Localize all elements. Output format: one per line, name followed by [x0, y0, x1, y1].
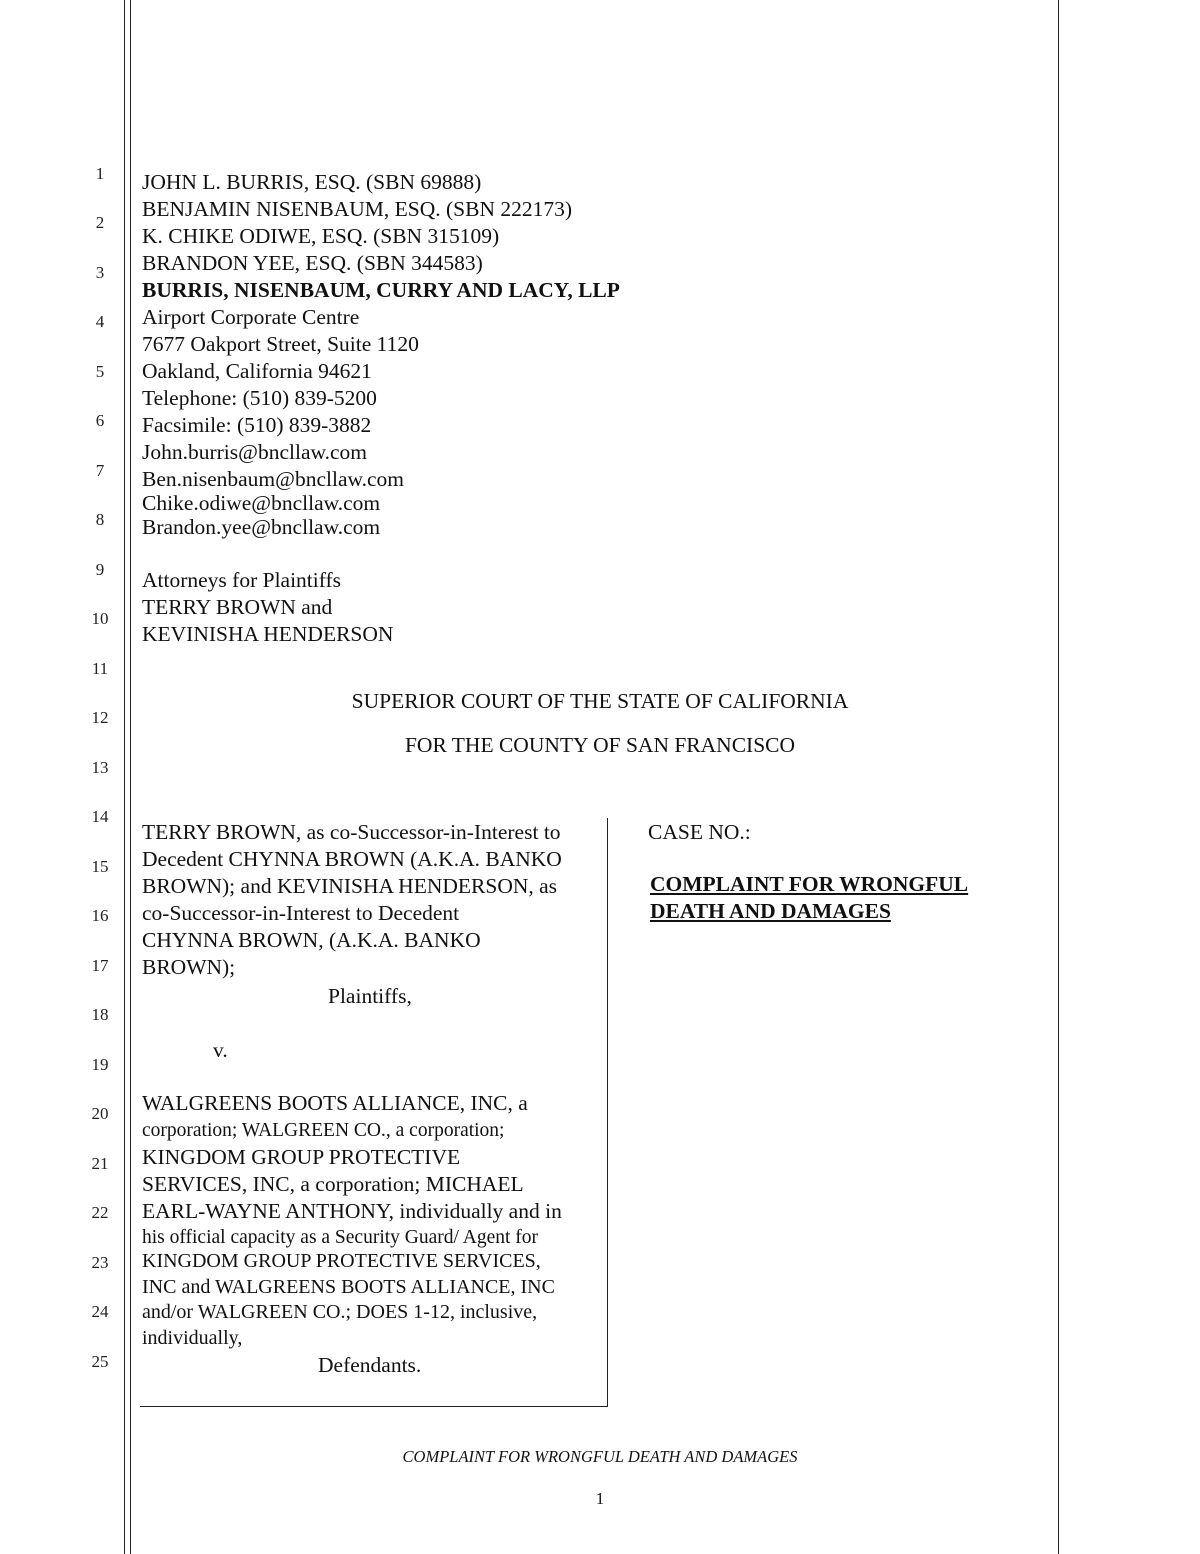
caption-line: CHYNNA BROWN, (A.K.A. BANKO — [142, 928, 481, 952]
left-margin-rule-inner — [130, 0, 131, 1554]
line-number: 14 — [91, 807, 109, 826]
caption-line: KINGDOM GROUP PROTECTIVE — [142, 1145, 461, 1169]
complaint-title-line: DEATH AND DAMAGES — [650, 899, 891, 923]
caption-line: SERVICES, INC, a corporation; MICHAEL — [142, 1172, 524, 1196]
line-number: 24 — [91, 1302, 109, 1321]
caption-line: corporation; WALGREEN CO., a corporation; — [142, 1120, 505, 1141]
line-number: 8 — [95, 510, 105, 529]
caption-line: WALGREENS BOOTS ALLIANCE, INC, a — [142, 1091, 528, 1115]
email: John.burris@bncllaw.com — [142, 440, 368, 464]
line-number: 13 — [91, 758, 109, 777]
line-number: 5 — [95, 362, 105, 381]
telephone: Telephone: (510) 839-5200 — [142, 386, 377, 410]
line-number: 16 — [91, 906, 109, 925]
caption-line: Decedent CHYNNA BROWN (A.K.A. BANKO — [142, 847, 562, 871]
line-number: 25 — [91, 1352, 109, 1371]
line-number: 19 — [91, 1055, 109, 1074]
attorneys-for-line: Attorneys for Plaintiffs — [142, 568, 342, 592]
line-number: 7 — [95, 461, 105, 480]
court-name: SUPERIOR COURT OF THE STATE OF CALIFORNIA — [351, 689, 849, 713]
caption-line: and/or WALGREEN CO.; DOES 1-12, inclusive, — [142, 1301, 538, 1323]
attorney-name: BENJAMIN NISENBAUM, ESQ. (SBN 222173) — [142, 197, 573, 221]
line-number: 20 — [91, 1104, 109, 1123]
caption-line: EARL-WAYNE ANTHONY, individually and in — [142, 1199, 562, 1223]
line-number: 17 — [91, 956, 109, 975]
caption-line: co-Successor-in-Interest to Decedent — [142, 901, 460, 925]
line-number: 4 — [95, 312, 105, 331]
line-number: 22 — [91, 1203, 109, 1222]
line-number: 15 — [91, 857, 109, 876]
footer-title: COMPLAINT FOR WRONGFUL DEATH AND DAMAGES — [402, 1447, 798, 1466]
email: Ben.nisenbaum@bncllaw.com — [142, 467, 405, 491]
case-number-label: CASE NO.: — [648, 820, 751, 844]
caption-line: BROWN); — [142, 955, 236, 979]
firm-address-line: Airport Corporate Centre — [142, 305, 360, 329]
caption-line: his official capacity as a Security Guard/ Agent for — [142, 1227, 539, 1248]
line-number: 11 — [91, 659, 109, 678]
firm-address-line: 7677 Oakport Street, Suite 1120 — [142, 332, 419, 356]
attorneys-for-line: KEVINISHA HENDERSON — [142, 622, 394, 646]
line-number: 6 — [95, 411, 105, 430]
line-number: 10 — [91, 609, 109, 628]
attorneys-for-line: TERRY BROWN and — [142, 595, 333, 619]
caption-line: BROWN); and KEVINISHA HENDERSON, as — [142, 874, 558, 898]
plaintiffs-label: Plaintiffs, — [328, 984, 412, 1008]
defendants-label: Defendants. — [318, 1353, 422, 1377]
caption-line: TERRY BROWN, as co-Successor-in-Interest to — [142, 820, 561, 844]
line-number: 23 — [91, 1253, 109, 1272]
line-number: 1 — [95, 164, 105, 183]
firm-address-line: Oakland, California 94621 — [142, 359, 372, 383]
caption-line: individually, — [142, 1327, 243, 1349]
attorney-name: BRANDON YEE, ESQ. (SBN 344583) — [142, 251, 483, 275]
law-firm-name: BURRIS, NISENBAUM, CURRY AND LACY, LLP — [142, 278, 620, 302]
line-number: 18 — [91, 1005, 109, 1024]
versus: v. — [213, 1038, 228, 1062]
caption-line: KINGDOM GROUP PROTECTIVE SERVICES, — [142, 1250, 541, 1272]
line-number: 12 — [91, 708, 109, 727]
line-number: 2 — [95, 213, 105, 232]
line-number: 21 — [91, 1154, 109, 1173]
page-number: 1 — [595, 1489, 605, 1508]
line-number: 3 — [95, 263, 105, 282]
email: Brandon.yee@bncllaw.com — [142, 515, 381, 539]
attorney-name: JOHN L. BURRIS, ESQ. (SBN 69888) — [142, 170, 482, 194]
complaint-title-line: COMPLAINT FOR WRONGFUL — [650, 872, 969, 896]
facsimile: Facsimile: (510) 839-3882 — [142, 413, 372, 437]
line-number: 9 — [95, 560, 105, 579]
left-margin-rule-outer — [124, 0, 125, 1554]
complaint-title — [650, 871, 968, 925]
right-margin-rule — [1058, 0, 1059, 1554]
caption-line: INC and WALGREENS BOOTS ALLIANCE, INC — [142, 1276, 555, 1298]
attorney-name: K. CHIKE ODIWE, ESQ. (SBN 315109) — [142, 224, 500, 248]
email: Chike.odiwe@bncllaw.com — [142, 491, 381, 515]
court-county: FOR THE COUNTY OF SAN FRANCISCO — [404, 733, 796, 757]
